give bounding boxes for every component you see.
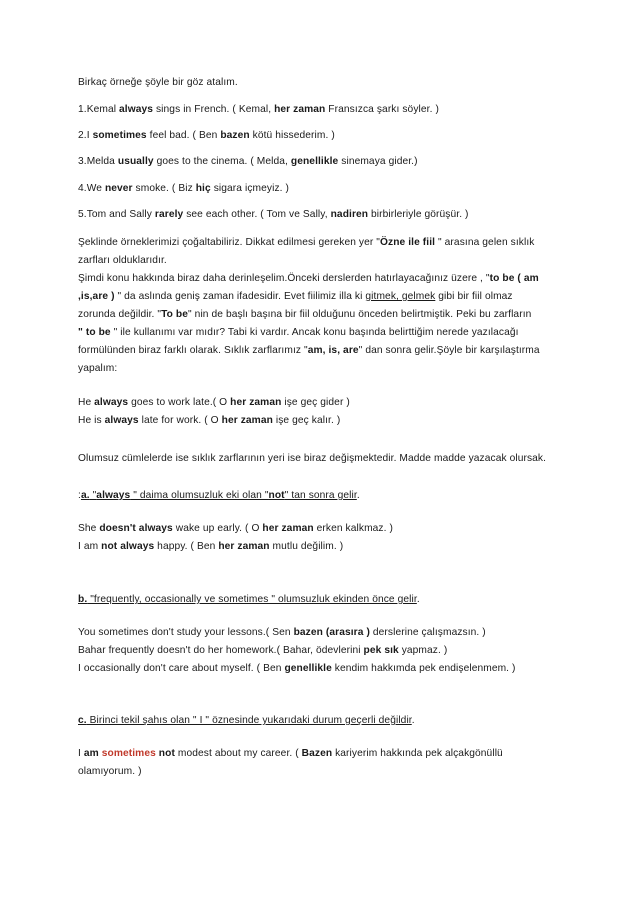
text: " [89, 490, 97, 501]
keyword: not [155, 748, 175, 759]
keyword: Özne ile fiil [380, 237, 436, 248]
text: Bahar frequently doesn't do her homework.( Bahar, ödevlerini [78, 645, 364, 656]
intro-line: Birkaç örneğe şöyle bir göz atalım. [78, 77, 238, 88]
text: kötü hissederim. ) [249, 130, 335, 141]
text: He [78, 397, 95, 408]
text: . [416, 594, 420, 605]
to-be-example-2 [78, 414, 340, 427]
paragraph-line-2: zarfları olduklarıdır. [78, 255, 167, 266]
keyword: to be ( am [489, 273, 539, 284]
text: late for work. ( O [138, 415, 222, 426]
keyword: pek sık [363, 645, 399, 656]
keyword: bazen [220, 130, 250, 141]
keyword: ,is,are ) [78, 291, 115, 302]
text: erken kalkmaz. ) [313, 523, 393, 534]
text: She [78, 523, 100, 534]
text: Şimdi konu hakkında biraz daha derinleşelim.Önceki derslerden hatırlayacağınız üzere , " [78, 273, 490, 284]
text: işe geç kalır. ) [272, 415, 341, 426]
paragraph-line-3 [78, 272, 539, 285]
paragraph-line-4 [78, 290, 513, 303]
keyword: genellikle [284, 663, 332, 674]
text: I occasionally don't care about myself. ( Ben [78, 663, 285, 674]
paragraph-line-7 [78, 344, 540, 357]
keyword-highlighted: sometimes [98, 748, 156, 759]
text: zorunda değildir. " [78, 309, 162, 320]
example-2 [78, 129, 335, 142]
keyword: her zaman [262, 523, 314, 534]
example-5 [78, 208, 469, 221]
text: see each other. ( Tom ve Sally, [183, 209, 331, 220]
text: 1.Kemal [78, 104, 120, 115]
example-1 [78, 103, 439, 116]
keyword: doesn't always [99, 523, 173, 534]
text: " da aslında geniş zaman ifadesidir. Evet fiilimiz illa ki [114, 291, 366, 302]
keyword: always [104, 415, 139, 426]
rule-b-example-2 [78, 644, 447, 657]
text: goes to work late.( O [128, 397, 231, 408]
text: kariyerim hakkında pek alçakgönüllü [332, 748, 503, 759]
text: "frequently, occasionally ve sometimes " olumsuzluk ekinden önce gelir [87, 594, 417, 605]
text: . [411, 715, 415, 726]
text: 2.I [78, 130, 93, 141]
negative-intro: Olumsuz cümlelerde ise sıklık zarflarının yeri ise biraz değişmektedir. Madde madde yazacak olursak. [78, 453, 547, 464]
text: Birinci tekil şahıs olan " I " öznesinde yukarıdaki durum geçerli değildir [86, 715, 412, 726]
keyword: hiç [195, 183, 211, 194]
rule-b-example-1 [78, 626, 486, 639]
keyword: bazen (arasıra ) [293, 627, 370, 638]
rule-b-heading [78, 593, 420, 606]
keyword: To be [161, 309, 189, 320]
keyword: her zaman [218, 541, 270, 552]
text: You sometimes don't study your lessons.( Sen [78, 627, 294, 638]
rule-c-heading [78, 714, 415, 727]
keyword: always [94, 397, 129, 408]
paragraph-line-5 [78, 308, 531, 321]
rule-label: a. [80, 490, 90, 501]
text: He is [78, 415, 105, 426]
rule-a-heading [78, 489, 360, 502]
rule-label: b. [78, 594, 88, 605]
keyword: Bazen [301, 748, 333, 759]
text: happy. ( Ben [154, 541, 219, 552]
text: modest about my career. ( [174, 748, 302, 759]
keyword: " to be [78, 327, 114, 338]
keyword: always [119, 104, 154, 115]
text: smoke. ( Biz [132, 183, 196, 194]
text: yapmaz. ) [398, 645, 448, 656]
keyword: genellikle [290, 156, 339, 167]
keyword: nadiren [330, 209, 369, 220]
paragraph-line-1 [78, 236, 534, 249]
text: " ile kullanımı var mıdır? Tabi ki vardır. Ancak konu başında belirttiğim nerede yazılacağı [113, 327, 519, 338]
rule-label: c. [78, 715, 87, 726]
text: . [356, 490, 360, 501]
rule-a-example-1 [78, 522, 393, 535]
keyword: her zaman [221, 415, 273, 426]
keyword: always [96, 490, 131, 501]
keyword: am, is, are [307, 345, 359, 356]
text: " nin de başlı başına bir fiil olduğunu önceden belirtmiştik. Peki bu zarfların [188, 309, 532, 320]
text: " tan sonra gelir [284, 490, 357, 501]
keyword: not always [101, 541, 155, 552]
text: formülünden biraz farklı olarak. Sıklık zarflarımız " [78, 345, 308, 356]
rule-c-example-line-2: olamıyorum. ) [78, 766, 142, 777]
keyword: usually [117, 156, 154, 167]
keyword: her zaman [274, 104, 326, 115]
example-4 [78, 182, 289, 195]
keyword: not [268, 490, 285, 501]
text: : [78, 490, 81, 501]
text: " arasına gelen sıklık [435, 237, 535, 248]
keyword: her zaman [230, 397, 282, 408]
text: 3.Melda [78, 156, 118, 167]
text: sinemaya gider.) [338, 156, 418, 167]
text: 5.Tom and Sally [78, 209, 155, 220]
keyword: sometimes [92, 130, 147, 141]
text: 4.We [78, 183, 105, 194]
text: sings in French. ( Kemal, [153, 104, 275, 115]
text: birbirleriyle görüşür. ) [368, 209, 469, 220]
text: " daima olumsuzluk eki olan " [130, 490, 269, 501]
text: goes to the cinema. ( Melda, [153, 156, 291, 167]
text: Şeklinde örneklerimizi çoğaltabiliriz. Dikkat edilmesi gereken yer " [78, 237, 381, 248]
text: derslerine çalışmazsın. ) [369, 627, 486, 638]
paragraph-line-6 [78, 326, 519, 339]
text: gibi bir fiil olmaz [435, 291, 513, 302]
underlined-text: gitmek, gelmek [365, 291, 436, 302]
text: I am [78, 541, 102, 552]
text: I [78, 748, 84, 759]
example-3 [78, 155, 418, 168]
text: feel bad. ( Ben [146, 130, 221, 141]
to-be-example-1 [78, 396, 350, 409]
keyword: rarely [154, 209, 184, 220]
text: Fransızca şarkı söyler. ) [325, 104, 439, 115]
text: wake up early. ( O [172, 523, 263, 534]
text: mutlu değilim. ) [269, 541, 344, 552]
rule-b-example-3 [78, 662, 516, 675]
keyword: am [83, 748, 99, 759]
rule-c-example-line-1 [78, 747, 503, 760]
keyword: never [104, 183, 133, 194]
paragraph-line-8: yapalım: [78, 363, 118, 374]
rule-a-example-2 [78, 540, 343, 553]
text: işe geç gider ) [281, 397, 350, 408]
text: sigara içmeyiz. ) [210, 183, 289, 194]
text: kendim hakkımda pek endişelenmem. ) [331, 663, 516, 674]
text: " dan sonra gelir.Şöyle bir karşılaştırma [358, 345, 540, 356]
